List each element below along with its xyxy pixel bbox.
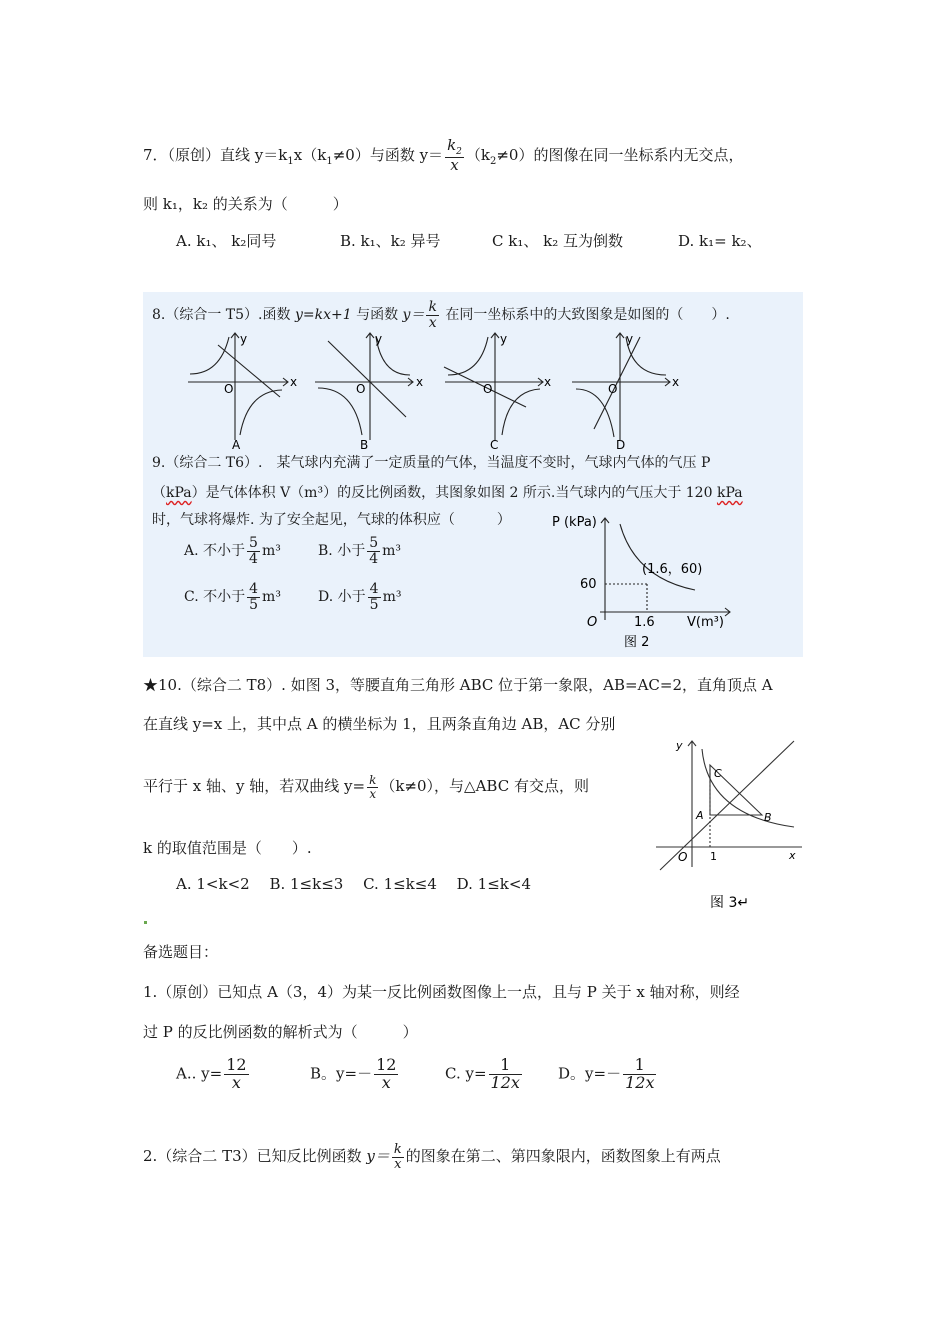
q8-graph-c — [444, 333, 543, 440]
q9-graph-xlabel: V(m³) — [687, 615, 724, 630]
q8-graph-d-y: y — [626, 332, 634, 346]
q8-graph-a-x: x — [290, 375, 298, 389]
q8-graph-d-x: x — [672, 375, 680, 389]
q10-graph-tick: 1 — [710, 850, 717, 863]
q9-graph-point-label: (1.6，60) — [642, 562, 703, 577]
q8-graph-d-origin: O — [608, 382, 618, 396]
q8-stem: 8.（综合一 T5）.函数 y=kx+1 与函数 y＝ $\frac{k}{x}$ 在同一坐标系中的大致图象是如图的（ ）. — [152, 299, 730, 331]
q8-graph-a-origin: O — [224, 382, 234, 396]
q10-options: A. 1<k<2 B. 1≤k≤3 C. 1≤k≤4 D. 1≤k<4 — [176, 875, 531, 893]
q7-option-b: B. k₁、k₂ 异号 — [340, 232, 441, 250]
q8-graph-b-x: x — [416, 375, 424, 389]
q8-graph-a — [188, 333, 288, 440]
q10-graph-origin: O — [678, 850, 688, 864]
q10-graph-b: B — [764, 811, 772, 824]
q7-option-d: D. k₁= k₂、 — [678, 232, 762, 250]
q8-graphs — [180, 325, 700, 455]
q9-graph-origin: O — [587, 615, 598, 630]
q8-graph-b-y: y — [375, 332, 383, 346]
backup-q1-option-d: D。y=－ $\frac{1}{12x}$ — [558, 1055, 655, 1092]
q8-label-a: A — [232, 438, 241, 452]
backup-q1-option-b: B。y=－ $\frac{12}{x}$ — [310, 1055, 397, 1092]
q8-graph-a-y: y — [240, 332, 248, 346]
q7-fraction: $\frac{k_2}{x}$ — [447, 136, 462, 175]
q8-graph-b-origin: O — [356, 382, 366, 396]
q8-graph-c-x: x — [544, 375, 552, 389]
q9-graph — [540, 500, 750, 655]
q9-graph-y-tick: 60 — [580, 577, 597, 592]
backup-q2: 2.（综合二 T3）已知反比例函数 y＝ $\frac{k}{x}$ 的图象在第二、第四象限内，函数图象上有两点 — [143, 1142, 721, 1172]
q10-line2: 在直线 y=x 上，其中点 A 的横坐标为 1，且两条直角边 AB，AC 分别 — [143, 715, 616, 733]
q9-graph-ylabel: P (kPa) — [552, 515, 597, 530]
q10-graph-x: x — [789, 849, 796, 862]
q8-graph-c-origin: O — [483, 382, 493, 396]
backup-q1-option-a: A.. y= $\frac{12}{x}$ — [176, 1055, 247, 1092]
q7-option-c: C k₁、 k₂ 互为倒数 — [492, 232, 623, 250]
q8-label-b: B — [360, 438, 369, 452]
q10-line1: ★10.（综合二 T8）. 如图 3，等腰直角三角形 ABC 位于第一象限，AB=AC=2，直角顶点 A — [143, 676, 773, 694]
q8-graph-c-y: y — [500, 332, 508, 346]
q9-option-c: C. 不小于 $\frac{4}{5}$ m³ — [184, 581, 281, 613]
q7-option-a: A. k₁、 k₂同号 — [176, 232, 277, 250]
q9-option-b: B. 小于 $\frac{5}{4}$ m³ — [318, 535, 402, 567]
backup-q1-option-c: C. y= $\frac{1}{12x}$ — [445, 1055, 520, 1092]
q10-graph-c: C — [714, 767, 722, 780]
q9-line3: 时，气球将爆炸. 为了安全起见，气球的体积应（ ） — [152, 512, 511, 528]
backup-q1-line1: 1.（原创）已知点 A（3，4）为某一反比例函数图像上一点，且与 P 关于 x 轴对称，则经 — [143, 983, 740, 1001]
q8-label-d: D — [616, 438, 626, 452]
q9-option-d: D. 小于 $\frac{4}{5}$ m³ — [318, 581, 402, 613]
q10-graph-y: y — [676, 739, 683, 752]
q7-line1: 7．（原创）直线 $y=k_1x(k_1\ne 0)$与函数 y＝ $\frac{k_2}{x}$ $(k_2\ne 0)$的图像在同一坐标系内无交点， — [143, 136, 744, 175]
backup-q1-line2: 过 P 的反比例函数的解析式为（ ） — [143, 1023, 418, 1041]
q9-option-a: A. 不小于 $\frac{5}{4}$ m³ — [184, 535, 281, 567]
q7-line2: 则 k₁，k₂ 的关系为（ ） — [143, 195, 348, 213]
q9-graph-x-tick: 1.6 — [634, 615, 655, 630]
q10-line4: k 的取值范围是（ ）. — [143, 839, 312, 857]
q8-label-c: C — [490, 438, 499, 452]
q9-line1: 9.（综合二 T6）. 某气球内充满了一定质量的气体，当温度不变时，气球内气体的气压 P — [152, 455, 711, 471]
q10-graph — [652, 735, 812, 915]
q10-graph-caption: 图 3↵ — [710, 895, 750, 911]
q8-graph-d — [572, 333, 670, 440]
q10-line3: 平行于 x 轴、y 轴，若双曲线 y= $\frac{k}{x}$ （k≠0），与△ABC 有交点，则 — [143, 773, 589, 801]
backup-title: 备选题目： — [143, 943, 219, 961]
q9-graph-caption: 图 2 — [624, 635, 650, 650]
q10-graph-a: A — [696, 809, 704, 822]
q9-line2: （kPa）是气体体积 V（m³）的反比例函数，其图象如图 2 所示.当气球内的气压大于 120 kPa — [152, 485, 743, 501]
green-dot — [144, 921, 147, 924]
